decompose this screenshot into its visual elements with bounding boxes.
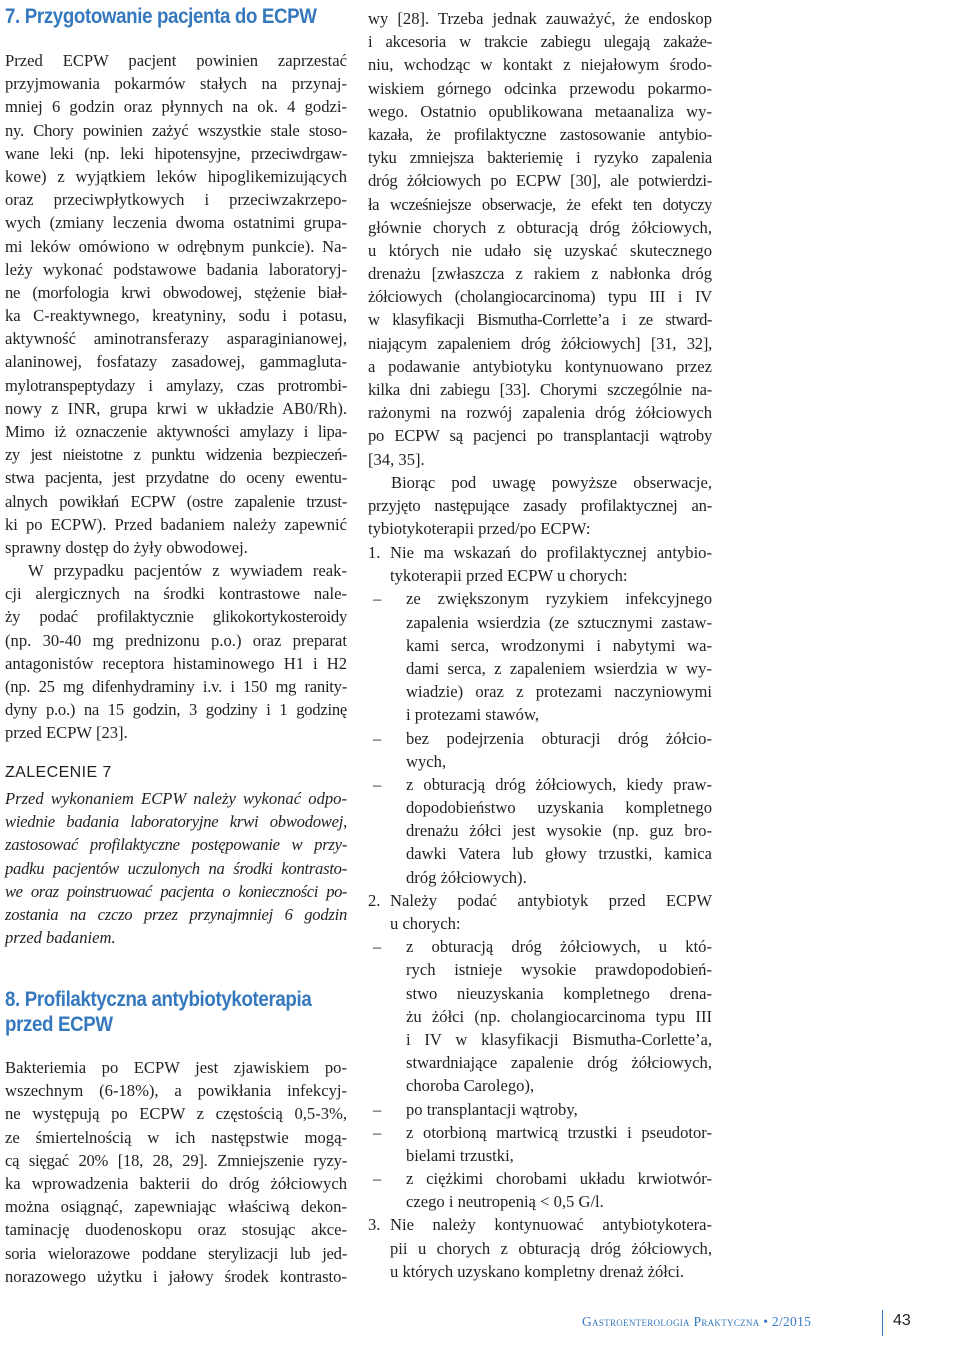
section-8-paragraph-1 (5, 1056, 347, 1288)
text-line: alaninowej, fosfatazy zasadowej, gammagluta- (5, 352, 347, 372)
list-sub-item-text (406, 1167, 712, 1213)
text-line: wiednie badania laboratoryjne krwi obwodowej, (5, 812, 347, 832)
text-line: Przed wykonaniem ECPW należy wykonać odpo- (5, 789, 347, 808)
dash-bullet: – (373, 728, 382, 748)
list-item-number: 2. (368, 890, 381, 910)
list-item (368, 1213, 712, 1283)
text-line: i protezami stawów, (406, 705, 540, 725)
text-line: Biorąc pod uwagę powyższe obserwacje, (391, 473, 712, 492)
text-line: W przypadku pacjentów z wywiadem reak- (28, 561, 347, 580)
text-line: wiadzie) oraz z protezami naczyniowymi (406, 682, 712, 702)
text-line: ka C-reaktywnego, kreatyniny, sodu i potasu, (5, 306, 347, 326)
text-line: Nie należy kontynuować antybiotykotera- (390, 1215, 712, 1235)
text-line: a podawanie antybiotyku kontynuowano przez (368, 356, 712, 376)
text-line: żółciowych (cholangiocarcinoma) typu III i IV (368, 287, 712, 307)
footer-divider (882, 1310, 883, 1336)
dash-bullet: – (373, 1099, 382, 1119)
text-line: ki po ECPW). Przed badaniem należy zapewnić (5, 514, 347, 534)
text-line: sprawny dostęp do żyły obwodowej. (5, 537, 248, 557)
text-line: wiskiem górnego odcinka przewodu pokarmo- (368, 78, 712, 98)
text-line: mylotranspeptydazy i amylazy, czas protrombi- (5, 375, 347, 395)
recommendation-box (5, 762, 347, 949)
list-sub-item (368, 1098, 712, 1121)
text-line: wy [28]. Trzeba jednak zauważyć, że endoskop (368, 9, 712, 28)
text-line: ka wprowadzenia bakterii do dróg żółciowych (5, 1173, 347, 1193)
text-line: nowy z INR, grupa krwi w układzie AB0/Rh). (5, 398, 347, 418)
list-item (368, 889, 712, 1214)
text-line: (np. 30-40 mg prednizonu p.o.) oraz preparat (5, 630, 347, 650)
text-line: bielami trzustki, (406, 1145, 514, 1165)
text-line: bez podejrzenia obturacji dróg żółcio- (406, 728, 712, 748)
text-line: u których nie udało się uzyskać skutecznego (368, 240, 712, 260)
text-line: mi leków omówiono w odrębnym punkcie). Na- (5, 236, 347, 256)
text-line: głównie chorych z obturacją dróg żółciowych, (368, 217, 712, 237)
text-line: żu żółci (np. cholangiocarcinoma typu III (406, 1006, 712, 1026)
text-line: taminację duodenoskopu oraz stosując akce- (5, 1220, 347, 1240)
list-sub-item (368, 587, 712, 726)
text-line: we oraz poinstruować pacjenta o konieczności po- (5, 881, 347, 901)
dash-bullet: – (373, 1169, 382, 1189)
text-line: z ciężkimi chorobami układu krwiotwór- (406, 1169, 712, 1189)
list-item-number: 1. (368, 543, 381, 562)
text-line: z otorbioną martwicą trzustki i pseudotor- (406, 1122, 712, 1142)
antibiotic-rules-list (368, 541, 712, 1283)
text-line: norazowego użytku i jałowy środek kontrasto- (5, 1266, 347, 1286)
text-line: i akcesoria w trakcie zabiegu ulegają zakaże- (368, 32, 712, 52)
section-8-heading-line-2: przed ECPW (5, 1013, 113, 1036)
section-8-heading-line-1: 8. Profilaktyczna antybiotykoterapia (5, 988, 312, 1011)
text-line: leży wykonać podstawowe badania laboratoryj- (5, 259, 347, 279)
list-sub-item-text (406, 935, 712, 1097)
text-line: tykoterapii przed ECPW u chorych: (390, 566, 628, 586)
text-line: ne występują po ECPW z częstością 0,5-3%, (5, 1104, 347, 1124)
section-8-paragraph-2 (368, 471, 712, 541)
list-sub-item-text (406, 773, 712, 889)
text-line: można osiągnąć, zapewniając właściwą dekon- (5, 1197, 347, 1217)
section-8-heading (5, 987, 345, 1037)
text-line: po ECPW są pacjenci po transplantacji wątroby (368, 426, 712, 446)
text-line: rych istnieje wysokie prawdopodobień- (406, 960, 712, 980)
text-line: soria wielorazowe poddane sterylizacji lub jed- (5, 1243, 347, 1263)
list-item-number: 3. (368, 1215, 381, 1235)
text-line: stwo nieuzyskania kompletnego drena- (406, 983, 712, 1003)
text-line: Nie ma wskazań do profilaktycznej antybio- (390, 543, 712, 562)
text-line: ne (morfologia krwi obwodowej, stężenie biał- (5, 282, 347, 302)
text-line: ła wcześniejsze obserwacje, że efekt ten dotyczy (368, 194, 712, 214)
text-line: przyjmowania pokarmów stałych na przynaj- (5, 74, 347, 94)
text-line: antagonistów receptora histaminowego H1 i H2 (5, 653, 347, 673)
text-line: po transplantacji wątroby, (406, 1099, 578, 1119)
text-line: niu, wchodząc w kontakt z niejałowym środo- (368, 55, 712, 75)
list-item-text (390, 1213, 712, 1283)
text-line: kowe) z wyjątkiem leków hipoglikemizujących (5, 166, 347, 186)
text-line: z obturacją dróg żółciowych, u któ- (406, 937, 712, 957)
text-line: u których uzyskano kompletny drenaż żółci. (390, 1261, 684, 1281)
list-sub-item-text (406, 1121, 712, 1167)
text-line: aktywność aminotransferazy asparaginianowej, (5, 329, 347, 349)
text-line: tybiotykoterapii przed/po ECPW: (368, 519, 591, 539)
section-7-paragraph-2 (5, 559, 347, 745)
text-line: wane leki (np. leki hipotensyjne, przeciwdrgaw- (5, 143, 347, 163)
text-line: ze śmiertelnością w ich następstwie mogą- (5, 1127, 347, 1147)
list-sub-item (368, 935, 712, 1097)
recommendation-title: ZALECENIE 7 (5, 764, 112, 781)
text-line: Należy podać antybiotyk przed ECPW (390, 890, 712, 910)
text-line: mniej 6 godzin oraz płynnych na ok. 4 godzi- (5, 97, 347, 117)
text-line: kami serca, wrodzonymi i nabytymi wa- (406, 635, 712, 655)
text-line: dopodobieństwo uzyskania kompletnego (406, 798, 712, 818)
text-line: zostania na czczo przez przynajmniej 6 godzin (5, 904, 347, 924)
text-line: przed badaniem. (5, 928, 116, 948)
text-line: dróg żółciowych). (406, 867, 527, 887)
text-line: choroba Carolego), (406, 1076, 535, 1096)
list-sub-item (368, 1121, 712, 1167)
section-7-paragraph-1 (5, 49, 347, 559)
page-number: 43 (893, 1312, 911, 1329)
text-line: z obturacją dróg żółciowych, kiedy praw- (406, 774, 712, 794)
text-line: kilka dni zabiegu [33]. Chorymi szczególnie na- (368, 380, 712, 399)
text-line: zy jest nieistotne z punktu widzenia bezpieczeń- (5, 445, 347, 465)
recommendation-text (5, 787, 347, 949)
text-line: u chorych: (390, 914, 461, 933)
text-line: ze zwiększonym ryzykiem infekcyjnego (406, 589, 712, 609)
text-line: rażonymi na rozwój zapalenia dróg żółciowych (368, 403, 712, 423)
list-item-text (390, 889, 712, 935)
dash-bullet: – (373, 774, 382, 794)
dash-bullet: – (373, 1122, 382, 1142)
text-line: kazała, że profilaktyczne zastosowanie antybio- (368, 124, 712, 144)
section-7-heading: 7. Przygotowanie pacjenta do ECPW (5, 5, 317, 28)
page-footer (582, 1309, 911, 1335)
text-line: stwa pacjenta, jest przydatne do oceny ewentu- (5, 468, 347, 488)
text-line: wych, (406, 751, 447, 771)
text-line: i IV w klasyfikacji Bismutha-Corlette’a, (406, 1029, 712, 1049)
text-line: czego i neutropenią < 0,5 G/l. (406, 1192, 604, 1212)
dash-bullet: – (373, 937, 382, 957)
text-line: wego. Ostatnio opublikowana metaanaliza wy- (368, 101, 712, 121)
text-line: cji alergicznych na środki kontrastowe nale- (5, 584, 347, 604)
text-line: drenażu [zwłaszcza z rakiem z nabłonka dróg (368, 264, 712, 284)
text-line: [34, 35]. (368, 449, 425, 469)
list-item (368, 541, 712, 889)
text-line: zastosować profilaktyczne postępowanie w przy- (5, 835, 347, 855)
text-line: oraz przeciwpłytkowych i przeciwzakrzepo- (5, 190, 347, 210)
list-sub-item-text (406, 1098, 712, 1121)
text-line: dróg żółciowych po ECPW [30], ale potwierdzi- (368, 171, 712, 191)
section-8-paragraph-1-continued (368, 7, 712, 471)
text-line: przed ECPW [23]. (5, 723, 128, 743)
list-sub-item-text (406, 727, 712, 773)
text-line: drenażu żółci jest wysokie (np. guz bro- (406, 821, 712, 841)
dash-bullet: – (373, 589, 382, 609)
text-line: alnych powikłań ECPW (ostre zapalenie trzust- (5, 491, 347, 511)
text-line: Przed ECPW pacjent powinien zaprzestać (5, 51, 347, 70)
text-line: pii u chorych z obturacją dróg żółciowych, (390, 1238, 712, 1258)
text-line: wych (zmiany leczenia dwoma ostatnimi grupa- (5, 213, 347, 233)
journal-name: Gastroenterologia Praktyczna • 2/2015 (582, 1314, 812, 1329)
list-sub-item-text (406, 587, 712, 726)
text-line: dyny p.o.) na 15 godzin, 3 godziny i 1 godzinę (5, 700, 347, 720)
text-line: zapalenia wsierdzia (ze sztucznymi zastaw- (406, 612, 712, 632)
list-sub-item (368, 1167, 712, 1213)
list-sub-item (368, 773, 712, 889)
text-line: Mimo iż oznaczenie aktywności amylazy i lipa- (5, 422, 347, 441)
text-line: Bakteriemia po ECPW jest zjawiskiem po- (5, 1058, 347, 1077)
text-line: w klasyfikacji Bismutha-Corrlette’a i ze stward- (368, 310, 712, 330)
text-line: przyjęto następujące zasady profilaktycznej an- (368, 496, 712, 516)
text-line: niającym zapaleniem dróg żółciowych] [31, 32], (368, 333, 712, 353)
text-line: dami serca, z zapaleniem wsierdzia w wy- (406, 658, 712, 678)
list-sub-item (368, 727, 712, 773)
text-line: tyku zmniejsza bakteriemię i ryzyko zapalenia (368, 148, 712, 168)
text-line: ny. Chory powinien zażyć wszystkie stale stoso- (5, 120, 347, 140)
text-line: (np. 25 mg difenhydraminy i.v. i 150 mg ranity- (5, 676, 347, 696)
text-line: stwardniające zapalenie dróg żółciowych, (406, 1053, 712, 1073)
text-line: ży podać profilaktycznie glikokortykosteroidy (5, 607, 347, 627)
text-line: wszechnym (6-18%), a powikłania infekcyj- (5, 1081, 347, 1101)
text-line: dawki Vatera lub głowy trzustki, kamica (406, 844, 712, 864)
list-item-text (390, 541, 712, 587)
text-line: cą sięgać 20% [18, 28, 29]. Zmniejszenie ryzy- (5, 1150, 347, 1170)
text-line: padku pacjentów uczulonych na środki kontrasto- (5, 858, 347, 878)
